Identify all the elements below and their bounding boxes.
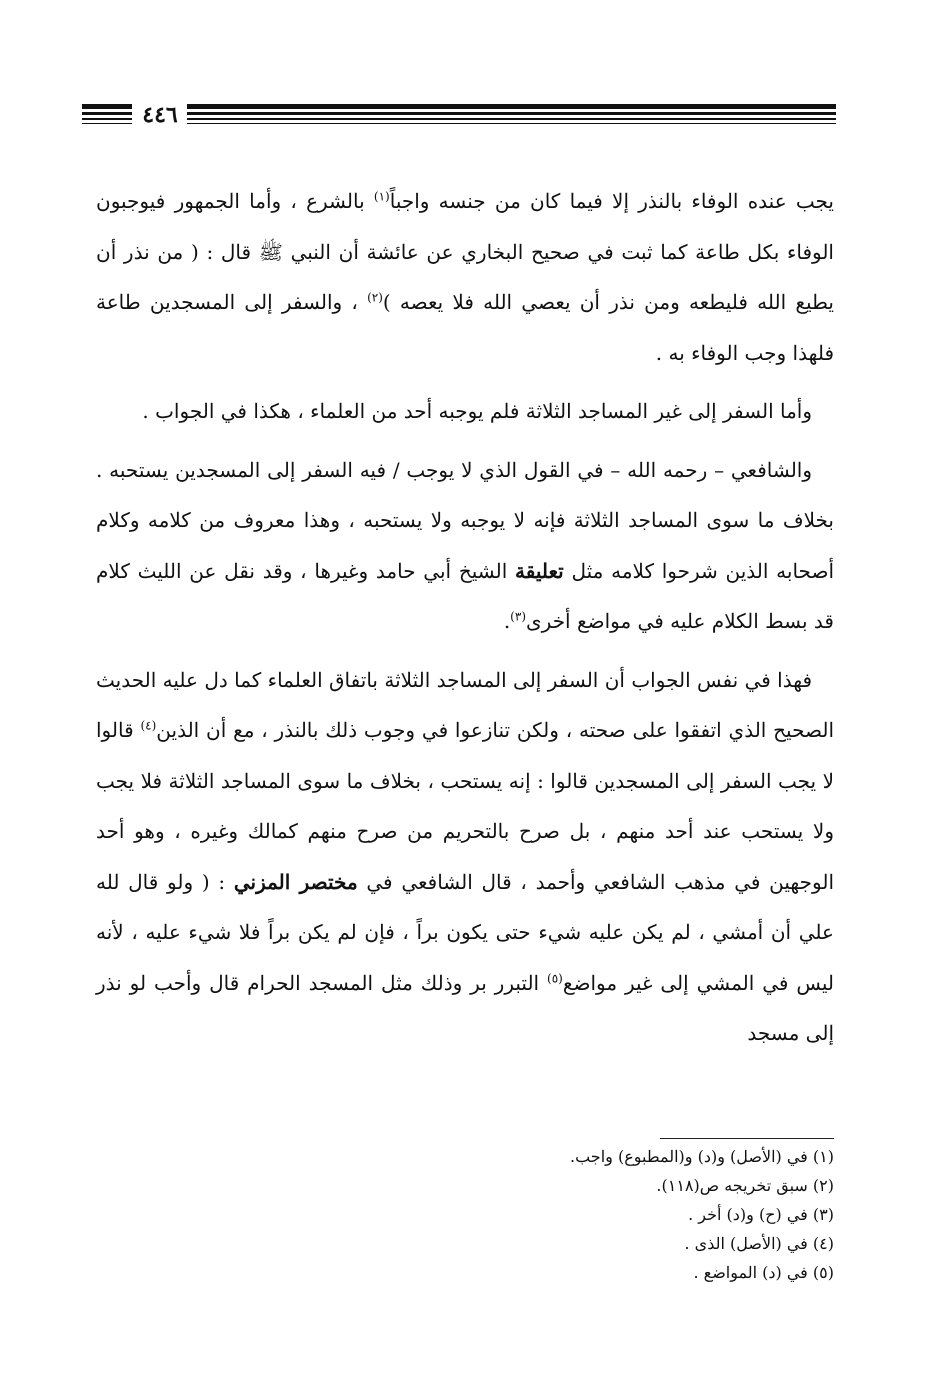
footnote-5: (٥) في (د) المواضع .	[693, 1263, 834, 1282]
paragraph-4-text-a: فهذا في نفس الجواب أن السفر إلى المساجد الثلاثة باتفاق العلماء كما دل عليه الحديث الصحيح الذي اتفقوا على صحته ، ولكن تنازعوا في وجوب ذلك بالنذر ، مع أن الذين	[96, 667, 835, 742]
paragraph-4-text-d: التبرر بر وذلك مثل المسجد الحرام قال وأحب لو نذر إلى مسجد	[96, 970, 834, 1045]
page-number: ٤٤٦	[142, 102, 178, 128]
paragraph-3-text-a: والشافعي – رحمه الله – في القول الذي لا يوجب / فيه السفر إلى المسجدين يستحبه . بخلاف ما سوى المساجد الثلاثة فإنه لا يوجبه ولا يستحبه ، وهذا معروف من كلامه وكلام أصحابه الذين شرحوا كلامه مثل	[96, 457, 835, 583]
footnote-ref-2: (٢)	[367, 290, 383, 305]
header-rule-left	[82, 104, 132, 126]
footnote-ref-4: (٤)	[140, 718, 157, 733]
paragraph-3-text-c: .	[503, 609, 511, 633]
footnote-1: (١) في (الأصل) و(د) و(المطبوع) واجب.	[570, 1147, 834, 1166]
paragraph-1-text-b: بالشرع ، وأما الجمهور فيوجبون الوفاء بكل طاعة كما ثبت في صحيح البخاري عن عائشة أن النبي ﷺ قال : ( من نذر أن يطيع الله فليطعه ومن نذر أن يعصي الله فلا يعصه )	[96, 189, 834, 314]
footnotes	[300, 1142, 834, 1287]
footnote-3: (٣) في (ح) و(د) أخر .	[688, 1205, 834, 1224]
footnote-ref-5: (٥)	[547, 970, 563, 985]
footnote-4: (٤) في (الأصل) الذى .	[684, 1234, 834, 1253]
footnote-divider	[660, 1138, 834, 1139]
paragraph-4-text-c: : ( ولو قال لله علي أن أمشي ، لم يكن عليه شيء حتى يكون براً ، فإن لم يكن براً فلا شيء عليه ، لأنه ليس في المشي إلى غير مواضع	[96, 869, 834, 995]
paragraph-2: وأما السفر إلى غير المساجد الثلاثة فلم يوجبه أحد من العلماء ، هكذا في الجواب .	[142, 399, 812, 423]
header-rule-right	[187, 104, 836, 126]
main-text	[96, 176, 834, 1067]
paragraph-3	[96, 445, 834, 647]
paragraph-4-text-b: قالوا لا يجب السفر إلى المسجدين قالوا : إنه يستحب ، بخلاف ما سوى المساجد الثلاثة فلا يجب ولا يستحب عند أحد منهم ، بل صرح بالتحريم من صرح منهم كمالك وغيره ، وهو أحد الوجهين في مذهب الشافعي وأحمد ، قال الشافعي في	[96, 718, 834, 894]
paragraph-1-text-a: يجب عنده الوفاء بالنذر إلا فيما كان من جنسه واجباً	[389, 189, 834, 213]
book-title-taliqa: تعليقة	[515, 558, 564, 583]
paragraph-3-text-b: الشيخ أبي حامد وغيرها ، وقد نقل عن الليث كلام قد بسط الكلام عليه في مواضع أخرى	[96, 558, 834, 633]
page-header	[82, 100, 836, 130]
book-title-mukhtasar: مختصر المزني	[233, 869, 358, 894]
footnote-2: (٢) سبق تخريجه ص(١١٨).	[656, 1176, 834, 1195]
paragraph-4	[96, 655, 834, 1059]
paragraph-1	[96, 176, 834, 378]
footnote-ref-3: (٣)	[510, 609, 526, 624]
paragraph-1-text-c: ، والسفر إلى المسجدين طاعة فلهذا وجب الوفاء به .	[96, 290, 834, 365]
footnote-ref-1: (١)	[373, 189, 390, 204]
